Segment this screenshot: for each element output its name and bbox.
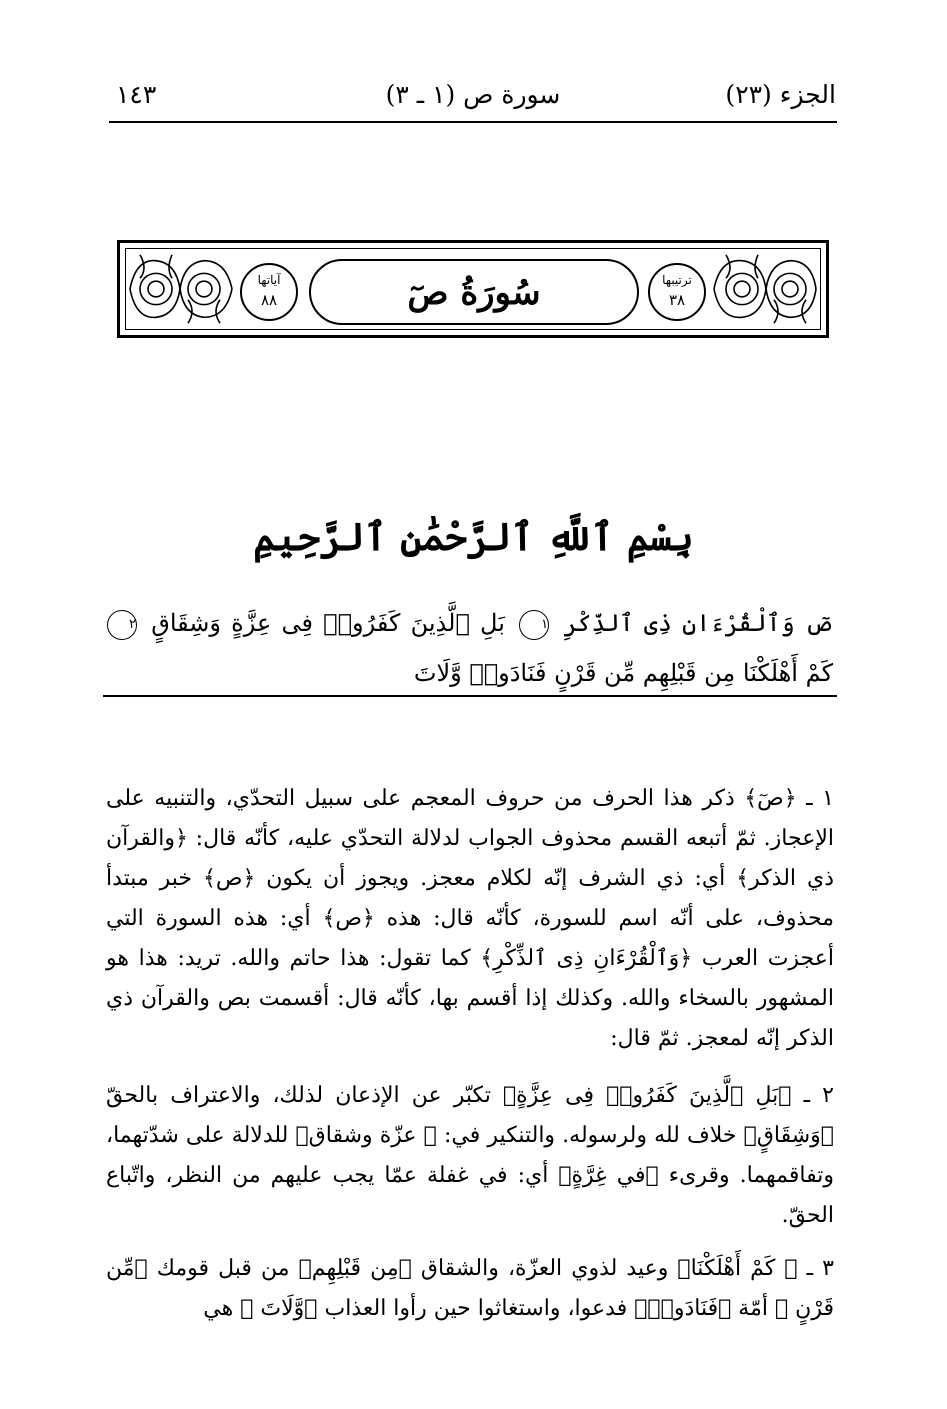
verse-count-value: ٨٨ <box>260 291 278 309</box>
surah-order-medallion <box>648 263 706 321</box>
verse-separator-rule <box>103 695 837 697</box>
juz-label: الجزء (٢٣) <box>725 80 836 109</box>
page-number: ١٤٣ <box>116 80 157 109</box>
verse-number-1: ١ <box>519 610 549 640</box>
verse-count-medallion <box>240 263 298 321</box>
verse-2: بَلِ ٱلَّذِينَ كَفَرُوا۟ فِى عِزَّةٍ وَشِقَاقٍ <box>151 609 505 637</box>
commentary-verse-3: ٣ ـ ﴿ كَمْ أَهْلَكْنَا﴾ وعيد لذوي العزّة، والشقاق ﴿مِن قَبْلِهِم﴾ من قبل قومك ﴿مِّن قَرْنٍ ﴾ أمّة ﴿فَنَادَوا۟﴾ فدعوا، واستغاثوا حين رأوا العذاب ﴿وَّلَاتَ ﴾ هي <box>106 1256 834 1321</box>
basmala: بِسْمِ ٱللَّهِ ٱلرَّحْمَٰنِ ٱلرَّحِيمِ <box>253 514 694 559</box>
running-header <box>110 72 836 120</box>
banner-inner-border <box>125 248 821 330</box>
surah-title: سُورَةُ صٓ <box>407 273 541 313</box>
header-rule <box>109 121 837 123</box>
surah-range-label: سورة ص (١ ـ ٣) <box>385 80 561 109</box>
surah-title-cartouche <box>309 259 639 325</box>
verse-1: صٓ وَٱلْقُرْءَانِ ذِى ٱلذِّكْرِ <box>563 609 833 637</box>
surah-order-label: ترتيبها <box>662 273 692 287</box>
verse-number-2: ٢ <box>107 610 137 640</box>
arabesque-ornament-icon <box>126 249 236 329</box>
quran-verses <box>103 598 833 698</box>
verse-3: كَمْ أَهْلَكْنَا مِن قَبْلِهِم مِّن قَرْنٍ فَنَادَوا۟ وَّلَاتَ <box>413 659 833 687</box>
surah-banner <box>117 240 829 338</box>
commentary-verse-2: ٢ ـ ﴿بَلِ ٱلَّذِينَ كَفَرُوا۟ فِى عِزَّةٍ﴾ تكبّر عن الإذعان لذلك، والاعتراف بالحقّ ﴿وَشِقَاقٍ﴾ خلاف لله ولرسوله. والتنكير في: ﴿ عزّة وشقاق﴾ للدلالة على شدّتهما، وتفاقمهما. وقرىء ﴿في غِرَّةٍ﴾ أي: في غفلة عمّا يجب عليهم من النظر، واتّباع الحقّ. <box>106 1083 835 1228</box>
arabesque-ornament-icon <box>710 249 820 329</box>
surah-order-value: ٣٨ <box>668 291 686 309</box>
commentary-verse-1: ١ ـ ﴿صٓ﴾ ذكر هذا الحرف من حروف المعجم على سبيل التحدّي، والتنبيه على الإعجاز. ثمّ أتبعه القسم محذوف الجواب لدلالة التحدّي عليه، كأنّه قال: ﴿والقرآن ذي الذكر﴾ أي: ذي الشرف إنّه لكلام معجز. ويجوز أن يكون ﴿ص﴾ خبر مبتدأ محذوف، على أنّه اسم للسورة، كأنّه قال: هذه ﴿ص﴾ أي: هذه السورة التي أعجزت العرب ﴿وَٱلْقُرْءَانِ ذِى ٱلذِّكْرِ﴾ كما تقول: هذا حاتم والله. تريد: هذا هو المشهور بالسخاء والله. وكذلك إذا أقسم بها، كأنّه قال: أقسمت بص والقرآن ذي الذكر إنّه لمعجز. ثمّ قال: <box>106 786 834 1051</box>
verse-count-label: آياتها <box>257 273 281 287</box>
